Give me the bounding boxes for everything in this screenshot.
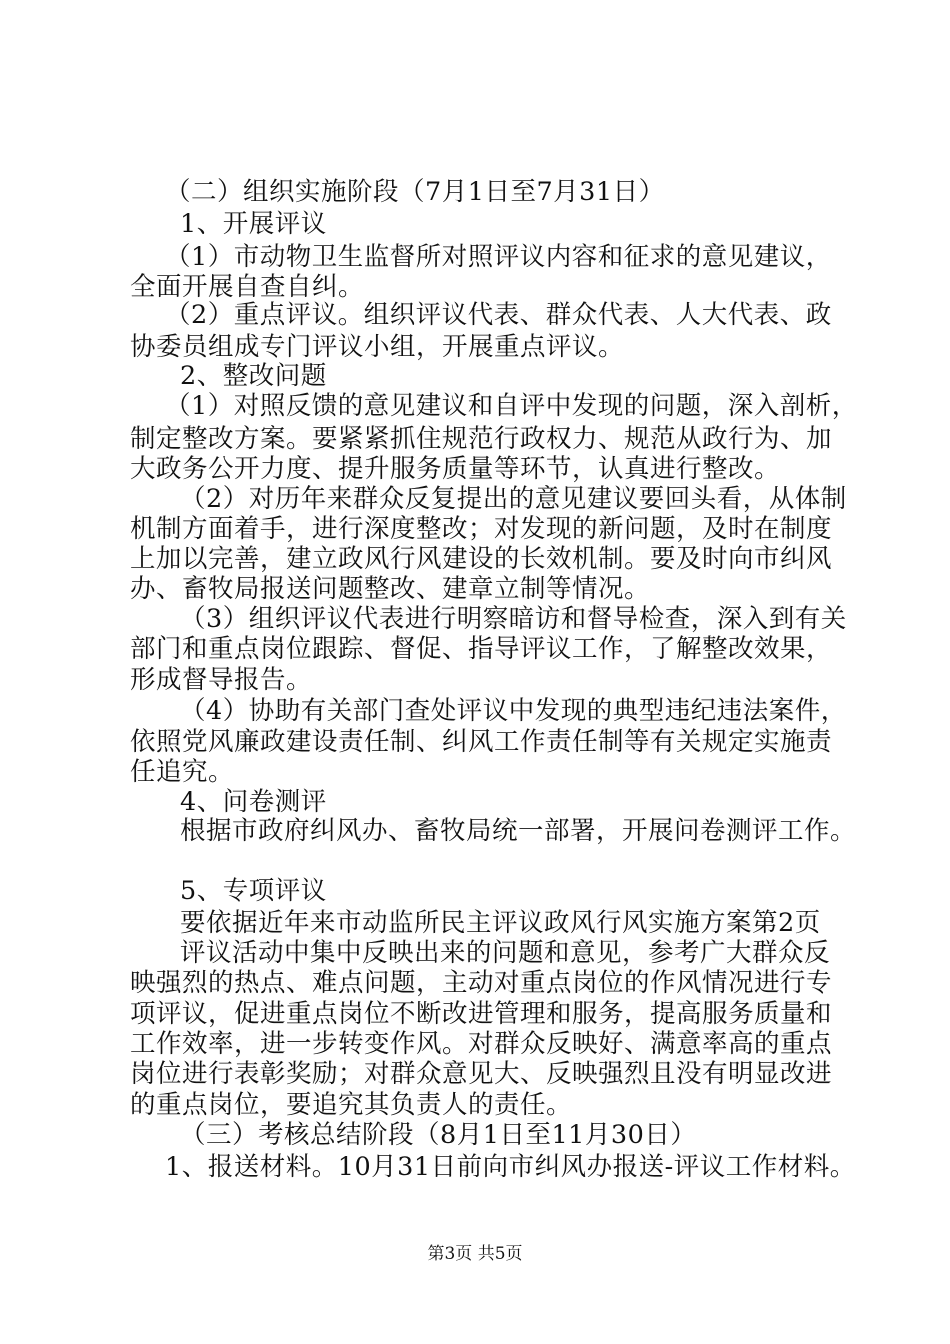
paragraph-line: （1）市动物卫生监督所对照评议内容和征求的意见建议， [165,242,832,272]
paragraph-line: （2）重点评议。组织评议代表、群众代表、人大代表、政 [165,300,832,330]
section-heading-implementation: （二）组织实施阶段（7月1日至7月31日） [165,177,665,207]
paragraph-line: 上加以完善，建立政风行风建设的长效机制。要及时向市纠风 [130,544,833,574]
paragraph-line: 部门和重点岗位跟踪、督促、指导评议工作，了解整改效果， [130,634,833,664]
subheading-review: 1、开展评议 [180,209,327,239]
subheading-questionnaire: 4、问卷测评 [180,787,327,817]
subheading-rectification: 2、整改问题 [180,361,327,391]
paragraph-line: 的重点岗位，要追究其负责人的责任。 [130,1090,573,1120]
paragraph-line: （1）对照反馈的意见建议和自评中发现的问题，深入剖析， [165,391,858,421]
paragraph-line: 形成督导报告。 [130,665,313,695]
paragraph-line: 协委员组成专门评议小组，开展重点评议。 [130,332,625,362]
paragraph-line: 映强烈的热点、难点问题，主动对重点岗位的作风情况进行专 [130,968,833,998]
paragraph-line: 任追究。 [130,757,235,787]
paragraph-line: 项评议，促进重点岗位不断改进管理和服务，提高服务质量和 [130,999,833,1029]
paragraph-line: （3）组织评议代表进行明察暗访和督导检查，深入到有关 [180,604,847,634]
paragraph-line: 全面开展自查自纠。 [130,272,365,302]
paragraph-line: 机制方面着手，进行深度整改；对发现的新问题，及时在制度 [130,514,833,544]
paragraph-line: 评议活动中集中反映出来的问题和意见，参考广大群众反 [180,938,831,968]
paragraph-line: 根据市政府纠风办、畜牧局统一部署，开展问卷测评工作。 [180,816,857,846]
paragraph-line: 要依据近年来市动监所民主评议政风行风实施方案第2页 [180,908,821,938]
subheading-special-review: 5、专项评议 [180,876,327,906]
paragraph-line: 1、报送材料。10月31日前向市纠风办报送-评议工作材料。 [165,1152,856,1182]
paragraph-line: 办、畜牧局报送问题整改、建章立制等情况。 [130,574,651,604]
paragraph-line: 岗位进行表彰奖励；对群众意见大、反映强烈且没有明显改进 [130,1059,833,1089]
paragraph-line: 工作效率，进一步转变作风。对群众反映好、满意率高的重点 [130,1029,833,1059]
paragraph-line: （2）对历年来群众反复提出的意见建议要回头看，从体制 [180,484,847,514]
paragraph-line: （4）协助有关部门查处评议中发现的典型违纪违法案件， [180,696,847,726]
page-footer: 第3页 共5页 [427,1244,523,1264]
paragraph-line: 依照党风廉政建设责任制、纠风工作责任制等有关规定实施责 [130,727,833,757]
paragraph-line: 大政务公开力度、提升服务质量等环节，认真进行整改。 [130,454,781,484]
section-heading-assessment: （三）考核总结阶段（8月1日至11月30日） [180,1120,697,1150]
paragraph-line: 制定整改方案。要紧紧抓住规范行政权力、规范从政行为、加 [130,424,833,454]
